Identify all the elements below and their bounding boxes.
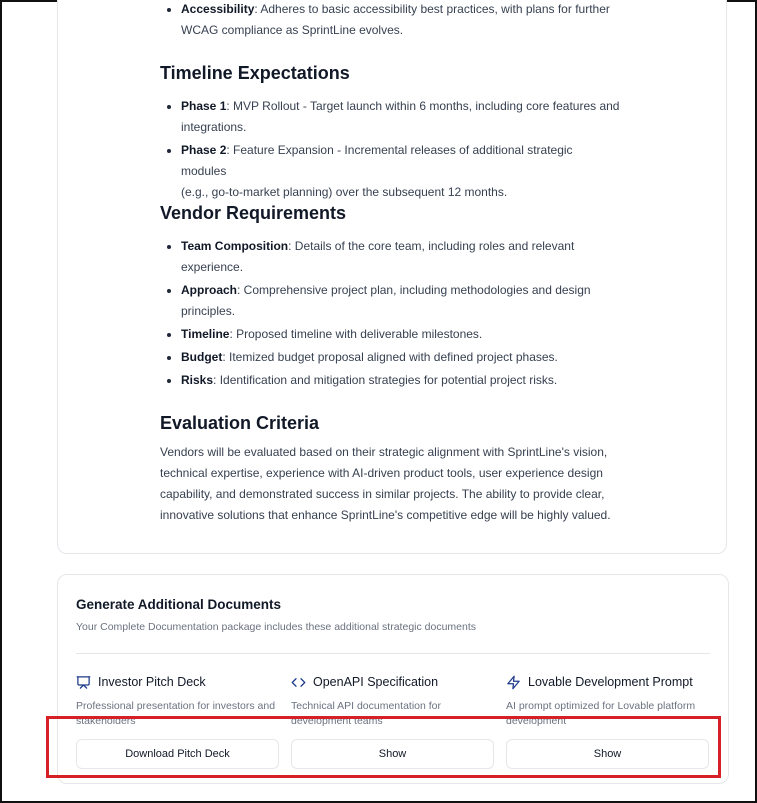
openapi-column (291, 673, 494, 729)
list-item: Approach: Comprehensive project plan, including methodologies and design principles. (160, 280, 591, 322)
list-item: Team Composition: Details of the core team, including roles and relevant experience. (160, 236, 591, 278)
openapi-title: OpenAPI Specification (313, 675, 439, 689)
accessibility-list (160, 0, 610, 41)
generate-title: Generate Additional Documents (76, 597, 282, 612)
timeline-heading: Timeline Expectations (160, 63, 350, 83)
list-item: Phase 1: MVP Rollout - Target launch within 6 months, including core features and integrations. (160, 96, 620, 138)
lovable-column (506, 673, 709, 729)
code-icon (291, 675, 306, 690)
list-item: Accessibility: Adheres to basic accessibility best practices, with plans for further WCAG compliance as SprintLine evolves. (160, 0, 610, 41)
show-openapi-button[interactable]: Show (291, 739, 494, 769)
evaluation-paragraph: Vendors will be evaluated based on their strategic alignment with SprintLine's vision, technical expertise, experience with AI-driven product tools, user experience design capability, and demonstrated success in similar projects. The ability to provide clear, innovative solutions that enhance SprintLine's competitive edge will be highly valued. (160, 445, 611, 522)
list-item: Budget: Itemized budget proposal aligned with defined project phases. (160, 347, 591, 368)
lovable-title: Lovable Development Prompt (528, 675, 693, 689)
list-item: Risks: Identification and mitigation strategies for potential project risks. (160, 370, 591, 391)
download-pitch-deck-button[interactable]: Download Pitch Deck (76, 739, 279, 769)
lightning-icon (506, 675, 521, 690)
timeline-list (160, 96, 620, 203)
pitch-deck-column (76, 673, 279, 729)
generate-documents-card (57, 574, 729, 784)
generate-subtitle: Your Complete Documentation package includes these additional strategic documents (76, 621, 477, 633)
vendor-heading: Vendor Requirements (160, 203, 347, 223)
openapi-description: Technical API documentation for development teams (291, 700, 442, 727)
evaluation-heading: Evaluation Criteria (160, 413, 320, 433)
show-lovable-prompt-button[interactable]: Show (506, 739, 709, 769)
lovable-description: AI prompt optimized for Lovable platform development (506, 700, 696, 727)
list-item: Timeline: Proposed timeline with deliverable milestones. (160, 324, 591, 345)
vendor-list (160, 236, 591, 391)
list-item: Phase 2: Feature Expansion - Incremental releases of additional strategic modules (e.g., go-to-market planning) over the subsequent 12 months. (160, 140, 620, 203)
pitch-deck-title: Investor Pitch Deck (98, 675, 206, 689)
pitch-deck-description: Professional presentation for investors and stakeholders (76, 700, 276, 727)
presentation-icon (76, 675, 91, 690)
divider (76, 653, 710, 654)
